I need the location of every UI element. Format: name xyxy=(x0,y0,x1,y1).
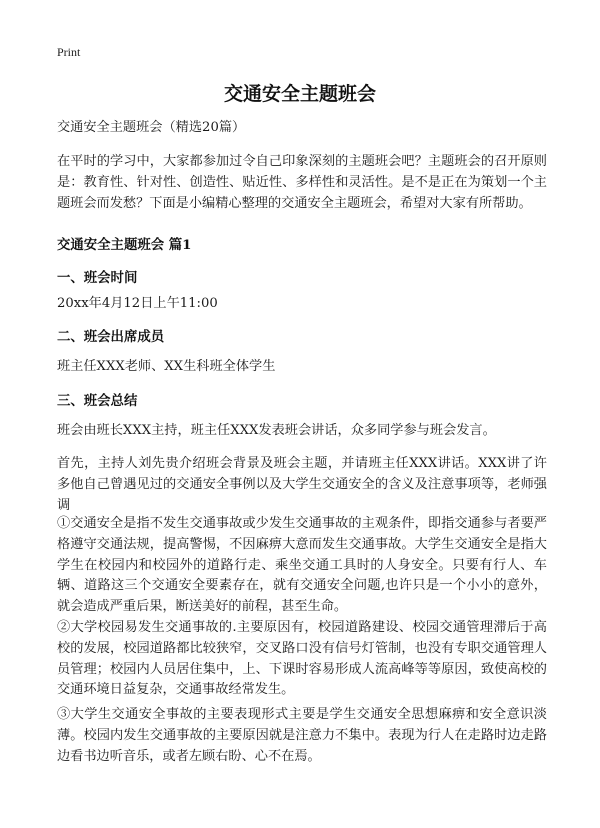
summary-paragraph-4: ②大学校园易发生交通事故的.主要原因有，校园道路建设、校园交通管理滞后于高校的发展，校园道路都比较狭窄，交叉路口没有信号灯管制，也没有专职交通管理人员管理；校园内人员居住集中，上、下课时容易形成人流高峰等等原因，致使高校的交通环境日益复杂，交通事故经常发生。 xyxy=(57,620,547,698)
document-subtitle: 交通安全主题班会（精选20篇） xyxy=(57,120,246,135)
attendees-heading: 二、班会出席成员 xyxy=(57,329,165,345)
summary-paragraph-3: ①交通安全是指不发生交通事故或少发生交通事故的主观条件，即指交通参与者要严格遵守交通法规，提高警惕，不因麻痹大意而发生交通事故。大学生交通安全是指大学生在校园内和校园外的道路行走、乘坐交通工具时的人身安全。只要有行人、车辆、道路这三个交通安全要素存在，就有交通安全问题,也许只是一个小小的意外，就会造成严重后果，断送美好的前程，甚至生命。 xyxy=(57,516,547,615)
summary-paragraph-1: 班会由班长XXX主持，班主任XXX发表班会讲话，众多同学参与班会发言。 xyxy=(57,423,496,438)
page-title: 交通安全主题班会 xyxy=(223,83,376,105)
time-value: 20xx年4月12日上午11:00 xyxy=(57,296,218,311)
section-heading: 交通安全主题班会 篇1 xyxy=(57,237,192,253)
print-link[interactable]: Print xyxy=(57,45,81,59)
summary-paragraph-5: ③大学生交通安全事故的主要表现形式主要是学生交通安全思想麻痹和安全意识淡薄。校园内发生交通事故的主要原因就是注意力不集中。表现为行人在走路时边走路边看书边听音乐，或者左顾右盼、心不在焉。 xyxy=(57,707,547,764)
intro-paragraph: 在平时的学习中，大家都参加过令自己印象深刻的主题班会吧？主题班会的召开原则是：教育性、针对性、创造性、贴近性、多样性和灵活性。是不是正在为策划一个主题班会而发愁？下面是小编精心整理的交通安全主题班会，希望对大家有所帮助。 xyxy=(57,154,547,211)
attendees-value: 班主任XXX老师、XX生科班全体学生 xyxy=(57,359,276,374)
summary-paragraph-2: 首先，主持人刘先贵介绍班会背景及班会主题，并请班主任XXX讲话。XXX讲了许多他自己曾遇见过的交通安全事例以及大学生交通安全的含义及注意事项等，老师强调 xyxy=(57,456,547,513)
time-heading: 一、班会时间 xyxy=(57,270,138,286)
summary-heading: 三、班会总结 xyxy=(57,393,138,409)
